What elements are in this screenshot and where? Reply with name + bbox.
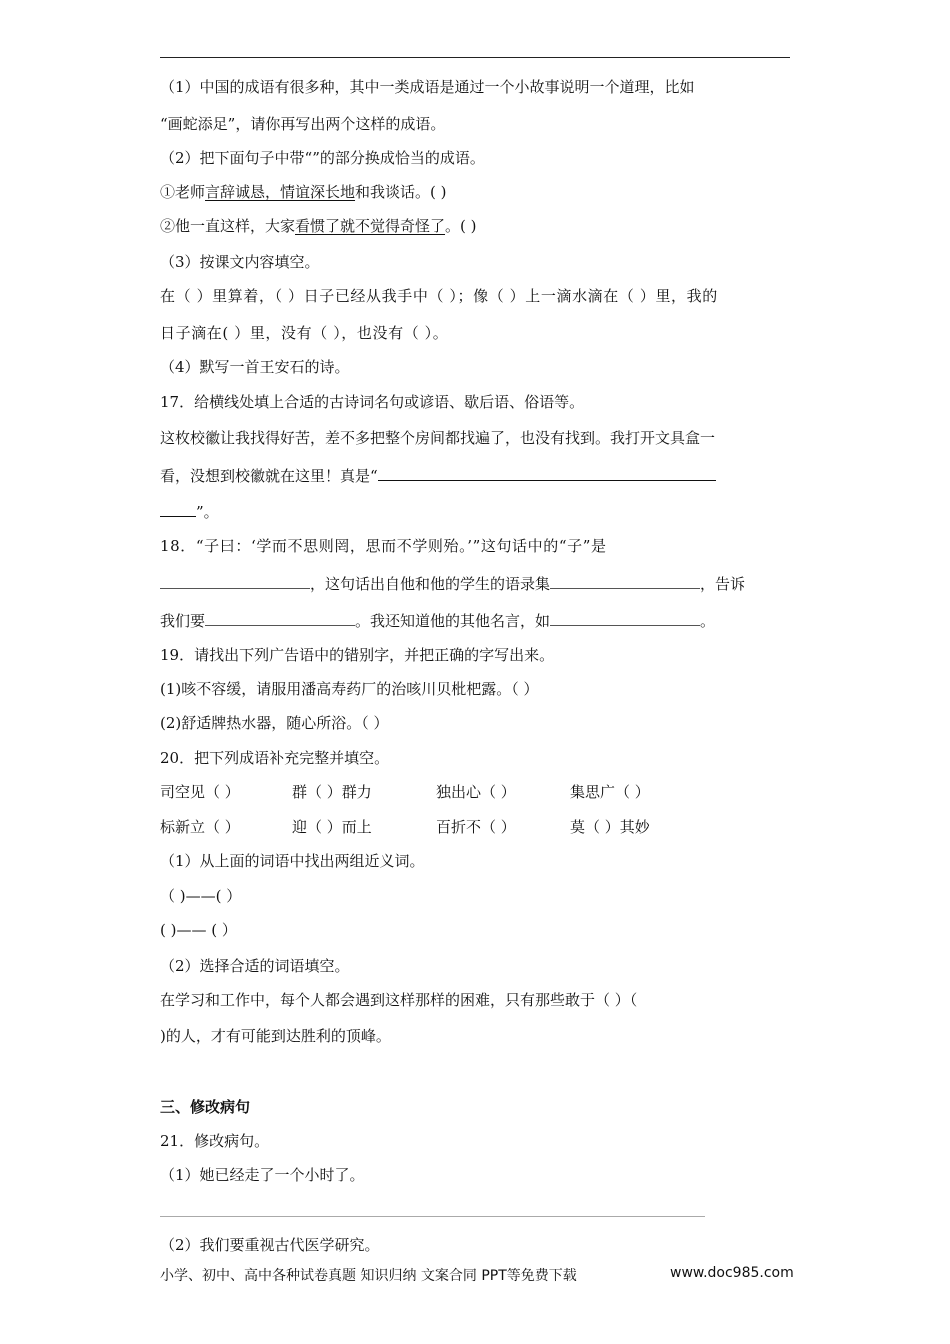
q20-sub1: （1）从上面的词语中找出两组近义词。 (160, 852, 425, 870)
q20-pair2: ( )—— ( ） (160, 921, 237, 939)
idiom-7: 百折不（ ） (436, 818, 516, 836)
sentence-1 (160, 182, 447, 202)
q20-fill1: 在学习和工作中，每个人都会遇到这样那样的困难，只有那些敢于（ ）（ (160, 991, 638, 1009)
q18-line1: 18．“子曰：‘学而不思则罔，思而不学则殆。’”这句话中的“子”是 (160, 537, 607, 555)
idiom-6: 迎（ ）而上 (292, 818, 372, 836)
fill-line-2: 日子滴在( ）里，没有（ ），也没有（ ）。 (160, 324, 449, 342)
q21-answer-line[interactable] (160, 1216, 705, 1217)
q18-line2-mid: ，这句话出自他和他的学生的语录集 (310, 575, 551, 593)
q17-line2 (160, 464, 716, 486)
sentence-1-underlined: 言辞诚恳，情谊深长地 (205, 183, 356, 201)
section-3-heading: 三、修改病句 (160, 1098, 251, 1116)
q17-line3 (160, 500, 219, 522)
q19-item1: (1)咳不容缓，请服用潘高寿药厂的治咳川贝枇杷露。（ ） (160, 680, 539, 698)
q20-row1 (160, 782, 650, 802)
q18-line3-pre: 我们要 (160, 612, 206, 630)
idiom-8: 莫（ ）其妙 (570, 818, 650, 836)
sentence-1-post: 和我谈话。( ) (355, 183, 447, 201)
q18-line3-end: 。 (700, 612, 716, 630)
q20-title: 20．把下列成语补充完整并填空。 (160, 749, 390, 767)
q21-item2: （2）我们要重视古代医学研究。 (160, 1236, 380, 1254)
q18-line2-end: ，告诉 (700, 575, 746, 593)
sentence-1-pre: ①老师 (160, 183, 206, 201)
q17-line2-text: 看，没想到校徽就在这里！真是“ (160, 467, 378, 485)
q20-row2 (160, 817, 650, 837)
q20-fill2: )的人，才有可能到达胜利的顶峰。 (160, 1027, 391, 1045)
q20-pair1: （ )——( ） (160, 887, 242, 905)
idiom-5: 标新立（ ） (160, 818, 240, 836)
q21-item1: （1）她已经走了一个小时了。 (160, 1166, 365, 1184)
q-prev-part1-line2: “画蛇添足”，请你再写出两个这样的成语。 (160, 115, 446, 133)
q21-title: 21．修改病句。 (160, 1132, 270, 1150)
sentence-2-underlined: 看惯了就不觉得奇怪了 (295, 217, 446, 235)
sentence-2 (160, 216, 477, 236)
q-prev-part4: （4）默写一首王安石的诗。 (160, 358, 350, 376)
q18-line3-mid: 。我还知道他的其他名言，如 (355, 612, 551, 630)
idiom-1: 司空见（ ） (160, 783, 240, 801)
q19-item2: (2)舒适牌热水器，随心所浴。（ ） (160, 714, 389, 732)
footer-url[interactable]: www.doc985.com (670, 1265, 794, 1281)
q-prev-part3: （3）按课文内容填空。 (160, 253, 320, 271)
q17-line1: 这枚校徽让我找得好苦，差不多把整个房间都找遍了，也没有找到。我打开文具盒一 (160, 429, 716, 447)
q18-blank-3[interactable] (205, 609, 355, 626)
q17-answer-blank-cont[interactable] (160, 500, 196, 517)
q18-blank-2[interactable] (550, 572, 700, 589)
q-prev-part2: （2）把下面句子中带“”的部分换成恰当的成语。 (160, 149, 485, 167)
q17-line3-end: ”。 (196, 503, 219, 521)
q18-line3 (160, 609, 715, 631)
q18-line2 (160, 572, 745, 594)
q18-blank-4[interactable] (550, 609, 700, 626)
sentence-2-post: 。( ) (445, 217, 477, 235)
header-rule (160, 57, 790, 58)
q19-title: 19．请找出下列广告语中的错别字，并把正确的字写出来。 (160, 646, 555, 664)
idiom-3: 独出心（ ） (436, 783, 516, 801)
q17-title: 17．给横线处填上合适的古诗词名句或谚语、歇后语、俗语等。 (160, 393, 585, 411)
q17-answer-blank[interactable] (378, 464, 716, 481)
fill-line-1: 在（ ）里算着，（ ）日子已经从我手中（ ）；像（ ）上一滴水滴在（ ）里，我的 (160, 287, 718, 305)
idiom-4: 集思广（ ） (570, 783, 650, 801)
q20-sub2: （2）选择合适的词语填空。 (160, 957, 350, 975)
footer-text: 小学、初中、高中各种试卷真题 知识归纳 文案合同 PPT等免费下载 (160, 1268, 577, 1284)
q18-blank-1[interactable] (160, 572, 310, 589)
sentence-2-pre: ②他一直这样，大家 (160, 217, 296, 235)
q-prev-part1-line1: （1）中国的成语有很多种，其中一类成语是通过一个小故事说明一个道理，比如 (160, 78, 695, 96)
idiom-2: 群（ ）群力 (292, 783, 372, 801)
